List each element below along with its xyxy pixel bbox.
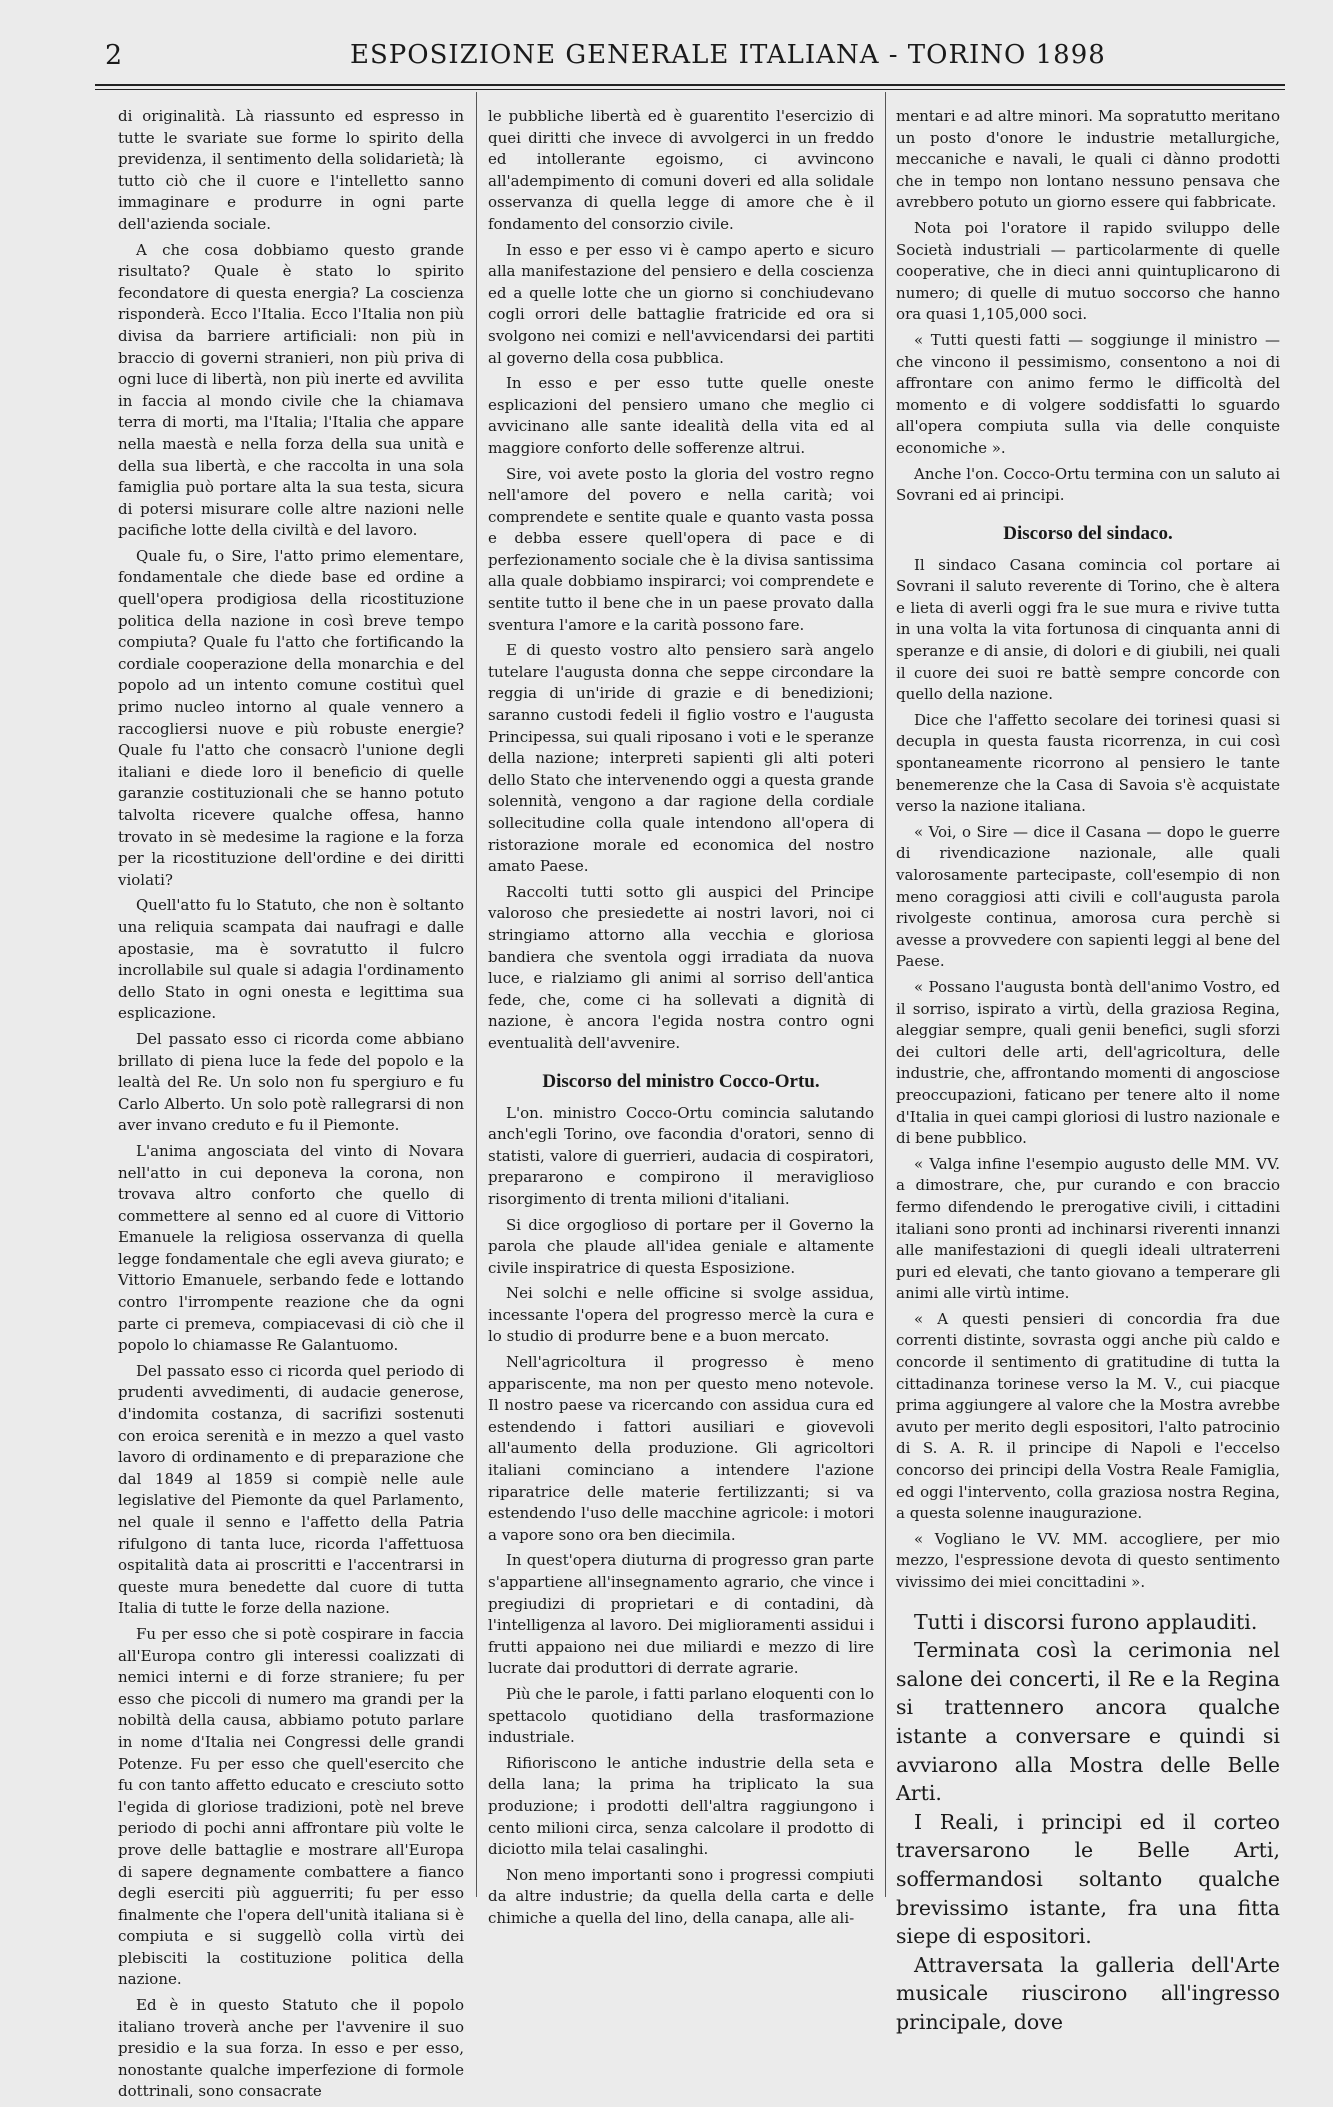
- section-heading-sindaco: Discorso del sindaco.: [1003, 522, 1173, 544]
- paragraph: Ed è in questo Statuto che il popolo italiano troverà anche per l'avvenire il suo presidio e la sua forza. In esso e per esso, nonostante qualche imperfezione di formole dottrinali, sono consacrate: [118, 1996, 464, 2101]
- paragraph: Nei solchi e nelle officine si svolge assidua, incessante l'opera del progresso mercè la cura e lo studio di produrre bene e a buon mercato.: [488, 1284, 874, 1346]
- paragraph: Quell'atto fu lo Statuto, che non è soltanto una reliquia scampata dai naufragi e dalle apostasie, ma è sovratutto il fulcro incrollabile sul quale si adagia l'ordinamento dello Stato in ogni onesta e legittima sua esplicazione.: [118, 896, 464, 1023]
- paragraph: « Vogliano le VV. MM. accogliere, per mio mezzo, l'espressione devota di questo sentimento vivissimo dei miei concittadini ».: [896, 1529, 1280, 1591]
- paragraph: In esso e per esso tutte quelle oneste esplicazioni del pensiero umano che meglio ci avvicinano alle sante idealità della vita ed al maggiore conforto delle sofferenze altrui.: [488, 374, 874, 457]
- paragraph: le pubbliche libertà ed è guarentito l'esercizio di quei diritti che invece di avvolgerci in un freddo ed intollerante egoismo, ci avvincono all'adempimento di comuni doveri ed alla solidale osservanza di quella legge di amore che è il fondamento del consorzio civile.: [488, 107, 874, 233]
- paragraph: In esso e per esso vi è campo aperto e sicuro alla manifestazione del pensiero e della coscienza ed a quelle lotte che un giorno si conchiudevano cogli orrori delle battaglie fratricide ed ora si svolgono nei comizi e nell'avvicendarsi dei partiti al governo della cosa pubblica.: [488, 240, 874, 367]
- paragraph: mentari e ad altre minori. Ma sopratutto meritano un posto d'onore le industrie metallurgiche, meccaniche e navali, le quali ci dànno prodotti che in tempo non lontano nessuno pensava che avrebbero potuto un giorno essere qui fabbricate.: [896, 107, 1280, 212]
- paragraph: « A questi pensieri di concordia fra due correnti distinte, sovrasta oggi anche più caldo e concorde il sentimento di gratitudine di tutta la cittadinanza torinese verso la M. V., cui piacque prima aggiungere al valore che la Mostra avrebbe avuto per merito degli espositori, l'alto patrocinio di S. A. R. il principe di Napoli e l'eccelso concorso dei principi della Vostra Reale Famiglia, ed oggi l'intervento, colla graziosa nostra Regina, a questa solenne inaugurazione.: [896, 1309, 1280, 1523]
- paragraph: L'on. ministro Cocco-Ortu comincia salutando anch'egli Torino, ove facondia d'oratori, senno di statisti, valore di guerrieri, audacia di cospiratori, prepararono e compirono il meraviglioso risorgimento di trenta milioni d'italiani.: [488, 1103, 874, 1208]
- paragraph: Terminata così la cerimonia nel salone dei concerti, il Re e la Regina si trattennero ancora qualche istante a conversare e quindi si avviarono alla Mostra delle Belle Arti.: [896, 1638, 1280, 1806]
- column-divider-1: [476, 92, 477, 1897]
- paragraph: « Possano l'augusta bontà dell'animo Vostro, ed il sorriso, ispirato a virtù, della graziosa Regina, aleggiar sempre, quali genii benefici, sugli sforzi dei cultori delle arti, dell'agricoltura, delle industrie, che, affrontando momenti di angosciose preoccupazioni, faticano per tenere alto il nome d'Italia in quei campi gloriosi di lustro nazionale e di bene pubblico.: [896, 977, 1280, 1148]
- paragraph: Fu per esso che si potè cospirare in faccia all'Europa contro gli interessi coalizzati di nemici interni e di forze straniere; fu per esso che piccoli di numero ma grandi per la nobiltà della causa, abbiamo potuto parlare in nome d'Italia nei Congressi delle grandi Potenze. Fu per esso che quell'esercito che fu con tanto affetto educato e cresciuto sotto l'egida di gloriose tradizioni, potè nel breve periodo di pochi anni affrontare più volte le prove delle battaglie e mostrare all'Europa di sapere degnamente combattere a fianco degli eserciti più agguerriti; fu per esso finalmente che l'opera dell'unità italiana si è compiuta e si suggellò colla virtù dei plebisciti la costituzione politica della nazione.: [118, 1624, 464, 1989]
- paragraph: Quale fu, o Sire, l'atto primo elementare, fondamentale che diede base ed ordine a quell'opera prodigiosa della ricostituzione politica della nazione in così breve tempo compiuta? Quale fu l'atto che fortificando la cordiale cooperazione della monarchia e del popolo ad un intento comune costituì quel primo nucleo intorno al quale vennero a raccogliersi nuove e più robuste energie? Quale fu l'atto che consacrò l'unione degli italiani e diede loro il beneficio di quelle garanzie costituzionali che se hanno potuto talvolta ricevere qualche offesa, hanno trovato in sè medesime la ragione e la forza per la ricostituzione dell'ordine e dei diritti violati?: [118, 546, 464, 889]
- section-heading-ministro: Discorso del ministro Cocco-Ortu.: [542, 1070, 820, 1092]
- paragraph: Non meno importanti sono i progressi compiuti da altre industrie; da quella della carta e delle chimiche a quella del lino, della canapa, alle ali-: [488, 1865, 874, 1927]
- page-number: 2: [105, 40, 123, 71]
- page-header: [0, 0, 1333, 80]
- paragraph: Del passato esso ci ricorda come abbiano brillato di piena luce la fede del popolo e la lealtà del Re. Un solo non fu spergiuro e fu Carlo Alberto. Un solo potè rallegrarsi di non aver invano creduto e fu il Piemonte.: [118, 1029, 464, 1135]
- paragraph: « Valga infine l'esempio augusto delle MM. VV. a dimostrare, che, pur curando e con braccio fermo difendendo le prerogative civili, i cittadini italiani sono pronti ad inchinarsi riverenti innanzi alle manifestazioni di quegli ideali ultraterreni puri ed elevati, che tanto giovano a temperare gli animi alle virtù intime.: [896, 1154, 1280, 1303]
- paragraph: A che cosa dobbiamo questo grande risultato? Quale è stato lo spirito fecondatore di questa energia? La coscienza risponderà. Ecco l'Italia. Ecco l'Italia non più divisa da barriere artificiali: non più in braccio di governi stranieri, non più priva di ogni luce di libertà, non più inerte ed avvilita in faccia al mondo civile che la chiamava terra di morti, ma l'Italia; l'Italia che appare nella maestà e nella forza della sua unità e della sua libertà, e che raccolta in una sola famiglia può portare alta la sua testa, sicura di potersi misurare colle altre nazioni nelle pacifiche lotte della civiltà e del lavoro.: [118, 240, 464, 540]
- paragraph: I Reali, i principi ed il corteo traversarono le Belle Arti, soffermandosi soltanto qualche brevissimo istante, fra una fitta siepe di espositori.: [896, 1809, 1280, 1949]
- column-2: [488, 106, 874, 1934]
- paragraph: Nell'agricoltura il progresso è meno appariscente, ma non per questo meno notevole. Il nostro paese va ricercando con assidua cura ed estendendo i fattori ausiliari e giovevoli all'aumento della produzione. Gli agricoltori italiani cominciano a intendere l'azione riparatrice delle materie fertilizzanti; si va estendendo l'uso delle macchine agricole: i motori a vapore sono ora ben diecimila.: [488, 1353, 874, 1544]
- paragraph: « Tutti questi fatti — soggiunge il ministro — che vincono il pessimismo, consentono a noi di affrontare con animo fermo le difficoltà del momento e di volgere soddisfatti lo sguardo all'opera compiuta sulla via delle conquiste economiche ».: [896, 330, 1280, 457]
- large-type-section: [896, 1608, 1280, 2037]
- paragraph: Più che le parole, i fatti parlano eloquenti con lo spettacolo quotidiano della trasformazione industriale.: [488, 1684, 874, 1747]
- paragraph: In quest'opera diuturna di progresso gran parte s'appartiene all'insegnamento agrario, che vince i pregiudizi di proprietari e di contadini, dà l'intelligenza al lavoro. Dei miglioramenti assidui i frutti appaiono nei due miliardi e mezzo di lire lucrate dai produttori di derrate agrarie.: [488, 1551, 874, 1678]
- paragraph: Raccolti tutti sotto gli auspici del Principe valoroso che presiedette ai nostri lavori, noi ci stringiamo attorno alla vecchia e gloriosa bandiera che sventola oggi irradiata da nuova luce, e rialziamo gli animi al sorriso dell'antica fede, che, come ci ha sollevati a dignità di nazione, è ancora l'egida nostra contro ogni eventualità dell'avvenire.: [488, 882, 874, 1052]
- header-rule-thin: [95, 89, 1285, 90]
- column-3: [896, 106, 1280, 2037]
- paragraph: Attraversata la galleria dell'Arte musicale riuscirono all'ingresso principale, dove: [896, 1952, 1280, 2034]
- paragraph: Il sindaco Casana comincia col portare ai Sovrani il saluto reverente di Torino, che è altera e lieta di averli oggi fra le sue mura e rivive tutta in una volta la vita fortunosa di cinquanta anni di speranze e di ansie, di dolori e di giubili, nei quali il cuore dei suoi re battè sempre concorde con quello della nazione.: [896, 555, 1280, 704]
- paragraph: Anche l'on. Cocco-Ortu termina con un saluto ai Sovrani ed ai principi.: [896, 464, 1280, 505]
- column-divider-2: [885, 92, 886, 1897]
- paragraph: Sire, voi avete posto la gloria del vostro regno nell'amore del povero e nella carità; voi comprendete e sentite quale e quanto vasta possa e debba essere quell'opera di pace e di perfezionamento sociale che è la divisa santissima alla quale dobbiamo inspirarci; voi comprendete e sentite tutto il bene che in un paese provato dalla sventura l'amore e la carità possono fare.: [488, 464, 874, 634]
- paragraph: Del passato esso ci ricorda quel periodo di prudenti avvedimenti, di audacie generose, d'indomita costanza, di sacrifizi sostenuti con eroica serenità e in mezzo a quel vasto lavoro di ordinamento e di preparazione che dal 1849 al 1859 si compiè nelle aule legislative del Piemonte da quel Parlamento, nel quale il senno e l'affetto della Patria rifulgono di tanta luce, ricorda l'affettuosa ospitalità data ai proscritti e l'accentrarsi in queste mura benedette dal cuore di tutta Italia di tutte le forze della nazione.: [118, 1361, 464, 1618]
- paragraph: Dice che l'affetto secolare dei torinesi quasi si decupla in questa fausta ricorrenza, in cui così spontaneamente ricorrono al pensiero le tante benemerenze che la Casa di Savoia s'è acquistate verso la nazione italiana.: [896, 710, 1280, 816]
- paragraph: E di questo vostro alto pensiero sarà angelo tutelare l'augusta donna che seppe circondare la reggia di un'iride di grazie e di benedizioni; saranno custodi fedeli il figlio vostro e l'augusta Principessa, sui quali riposano i voti e le speranze della nazione; interpreti sapienti gli alti poteri dello Stato che intervenendo oggi a questa grande solennità, vengono a dar ragione della cordiale sollecitudine colla quale intendono all'opera di ristorazione morale ed economica del nostro amato Paese.: [488, 641, 874, 876]
- column-1: [118, 106, 464, 2107]
- running-title: ESPOSIZIONE GENERALE ITALIANA - TORINO 1898: [350, 40, 1106, 70]
- paragraph: Rifioriscono le antiche industrie della seta e della lana; la prima ha triplicato la sua produzione; i prodotti dell'altra raggiungono i cento milioni circa, senza calcolare il prodotto di diciotto mila telai casalinghi.: [488, 1753, 874, 1859]
- header-rule: [95, 84, 1285, 86]
- paragraph: Nota poi l'oratore il rapido sviluppo delle Società industriali — particolarmente di quelle cooperative, che in dieci anni quintuplicarono di numero; di quelle di mutuo soccorso che hanno ora quasi 1,105,000 soci.: [896, 218, 1280, 324]
- paragraph: « Voi, o Sire — dice il Casana — dopo le guerre di rivendicazione nazionale, alle quali valorosamente partecipaste, coll'esempio di non meno coraggiosi atti civili e coll'augusta parola rivolgeste continua, amorosa cura perchè si avesse a provvedere con sapienti leggi al bene del Paese.: [896, 822, 1280, 971]
- paragraph: Si dice orgoglioso di portare per il Governo la parola che plaude all'idea geniale e altamente civile inspiratrice di questa Esposizione.: [488, 1215, 874, 1277]
- paragraph: Tutti i discorsi furono applauditi.: [914, 1609, 1258, 1634]
- paragraph: L'anima angosciata del vinto di Novara nell'atto in cui deponeva la corona, non trovava altro conforto che quello di commettere al senno ed al cuore di Vittorio Emanuele la religiosa osservanza di quella legge fondamentale che egli aveva giurato; e Vittorio Emanuele, serbando fede e lottando contro l'irrompente reazione che da ogni parte ci premeva, compiacevasi di ciò che il popolo lo chiamasse Re Galantuomo.: [118, 1141, 464, 1355]
- paragraph: di originalità. Là riassunto ed espresso in tutte le svariate sue forme lo spirito della previdenza, il sentimento della solidarietà; là tutto ciò che il cuore e l'intelletto sanno immaginare e produrre in ogni parte dell'azienda sociale.: [118, 107, 464, 233]
